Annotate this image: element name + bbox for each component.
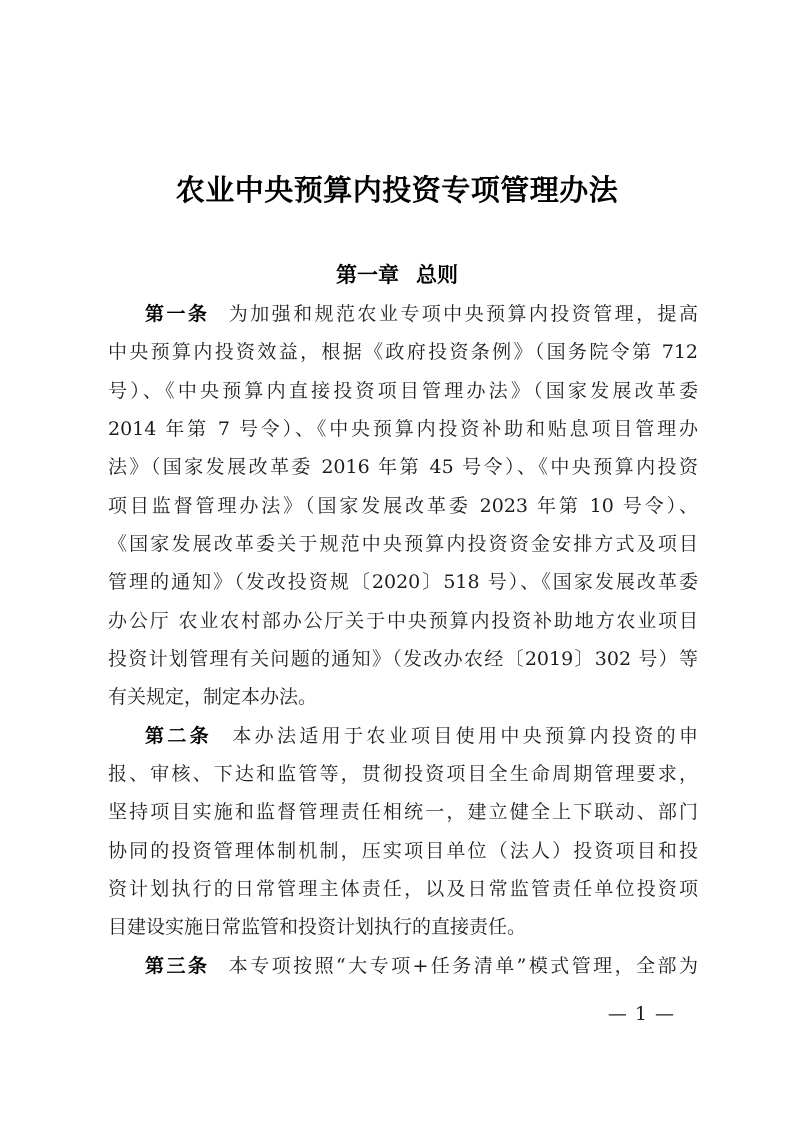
text-line xyxy=(108,295,698,333)
text-line: 号）、《中央预算内直接投资项目管理办法》（国家发展改革委 xyxy=(108,379,698,402)
text-line: 管理的通知》（发改投资规〔2020〕518 号）、《国家发展改革委 xyxy=(108,571,698,594)
text-line: 《国家发展改革委关于规范中央预算内投资资金安排方式及项目 xyxy=(108,532,698,555)
article-label: 第一条 xyxy=(145,303,210,325)
text-line xyxy=(108,947,698,985)
text-line: 坚持项目实施和监督管理责任相统一，建立健全上下联动、部门 xyxy=(108,801,698,824)
paragraph-article-2 xyxy=(108,717,698,947)
text-line xyxy=(108,717,698,755)
text-line: 投资计划管理有关问题的通知》（发改办农经〔2019〕302 号）等 xyxy=(108,647,698,670)
text-line: 中央预算内投资效益，根据《政府投资条例》（国务院令第 712 xyxy=(108,341,698,364)
text-line: 资计划执行的日常管理主体责任，以及日常监管责任单位投资项 xyxy=(108,877,698,900)
text-line: 报、审核、下达和监管等，贯彻投资项目全生命周期管理要求， xyxy=(108,762,698,785)
document-body xyxy=(108,295,698,985)
article-label: 第二条 xyxy=(145,724,212,747)
paragraph-article-3 xyxy=(108,947,698,985)
text-line: 项目监督管理办法》（国家发展改革委 2023 年第 10 号令）、 xyxy=(108,494,698,517)
line-text: 本办法适用于农业项目使用中央预算内投资的申 xyxy=(229,724,698,747)
paragraph-article-1 xyxy=(108,295,698,717)
chapter-number: 第一章 xyxy=(336,263,399,287)
document-title: 农业中央预算内投资专项管理办法 xyxy=(175,173,619,207)
line-text: 为加强和规范农业专项中央预算内投资管理，提高 xyxy=(226,303,698,325)
text-line: 办公厅 农业农村部办公厅关于中央预算内投资补助地方农业项目 xyxy=(108,609,698,632)
page-number: — 1 — xyxy=(607,1003,675,1025)
chapter-title: 总则 xyxy=(416,263,458,287)
line-text: 本专项按照“大专项+任务清单”模式管理，全部为 xyxy=(226,954,698,977)
text-line: 协同的投资管理体制机制，压实项目单位（法人）投资项目和投 xyxy=(108,839,698,862)
text-line: 2014 年第 7 号令）、《中央预算内投资补助和贴息项目管理办 xyxy=(108,417,698,440)
chapter-heading xyxy=(0,260,794,290)
text-line: 目建设实施日常监管和投资计划执行的直接责任。 xyxy=(108,916,527,939)
text-line: 有关规定，制定本办法。 xyxy=(108,686,318,709)
article-label: 第三条 xyxy=(145,954,210,977)
text-line: 法》（国家发展改革委 2016 年第 45 号令）、《中央预算内投资 xyxy=(108,456,698,479)
